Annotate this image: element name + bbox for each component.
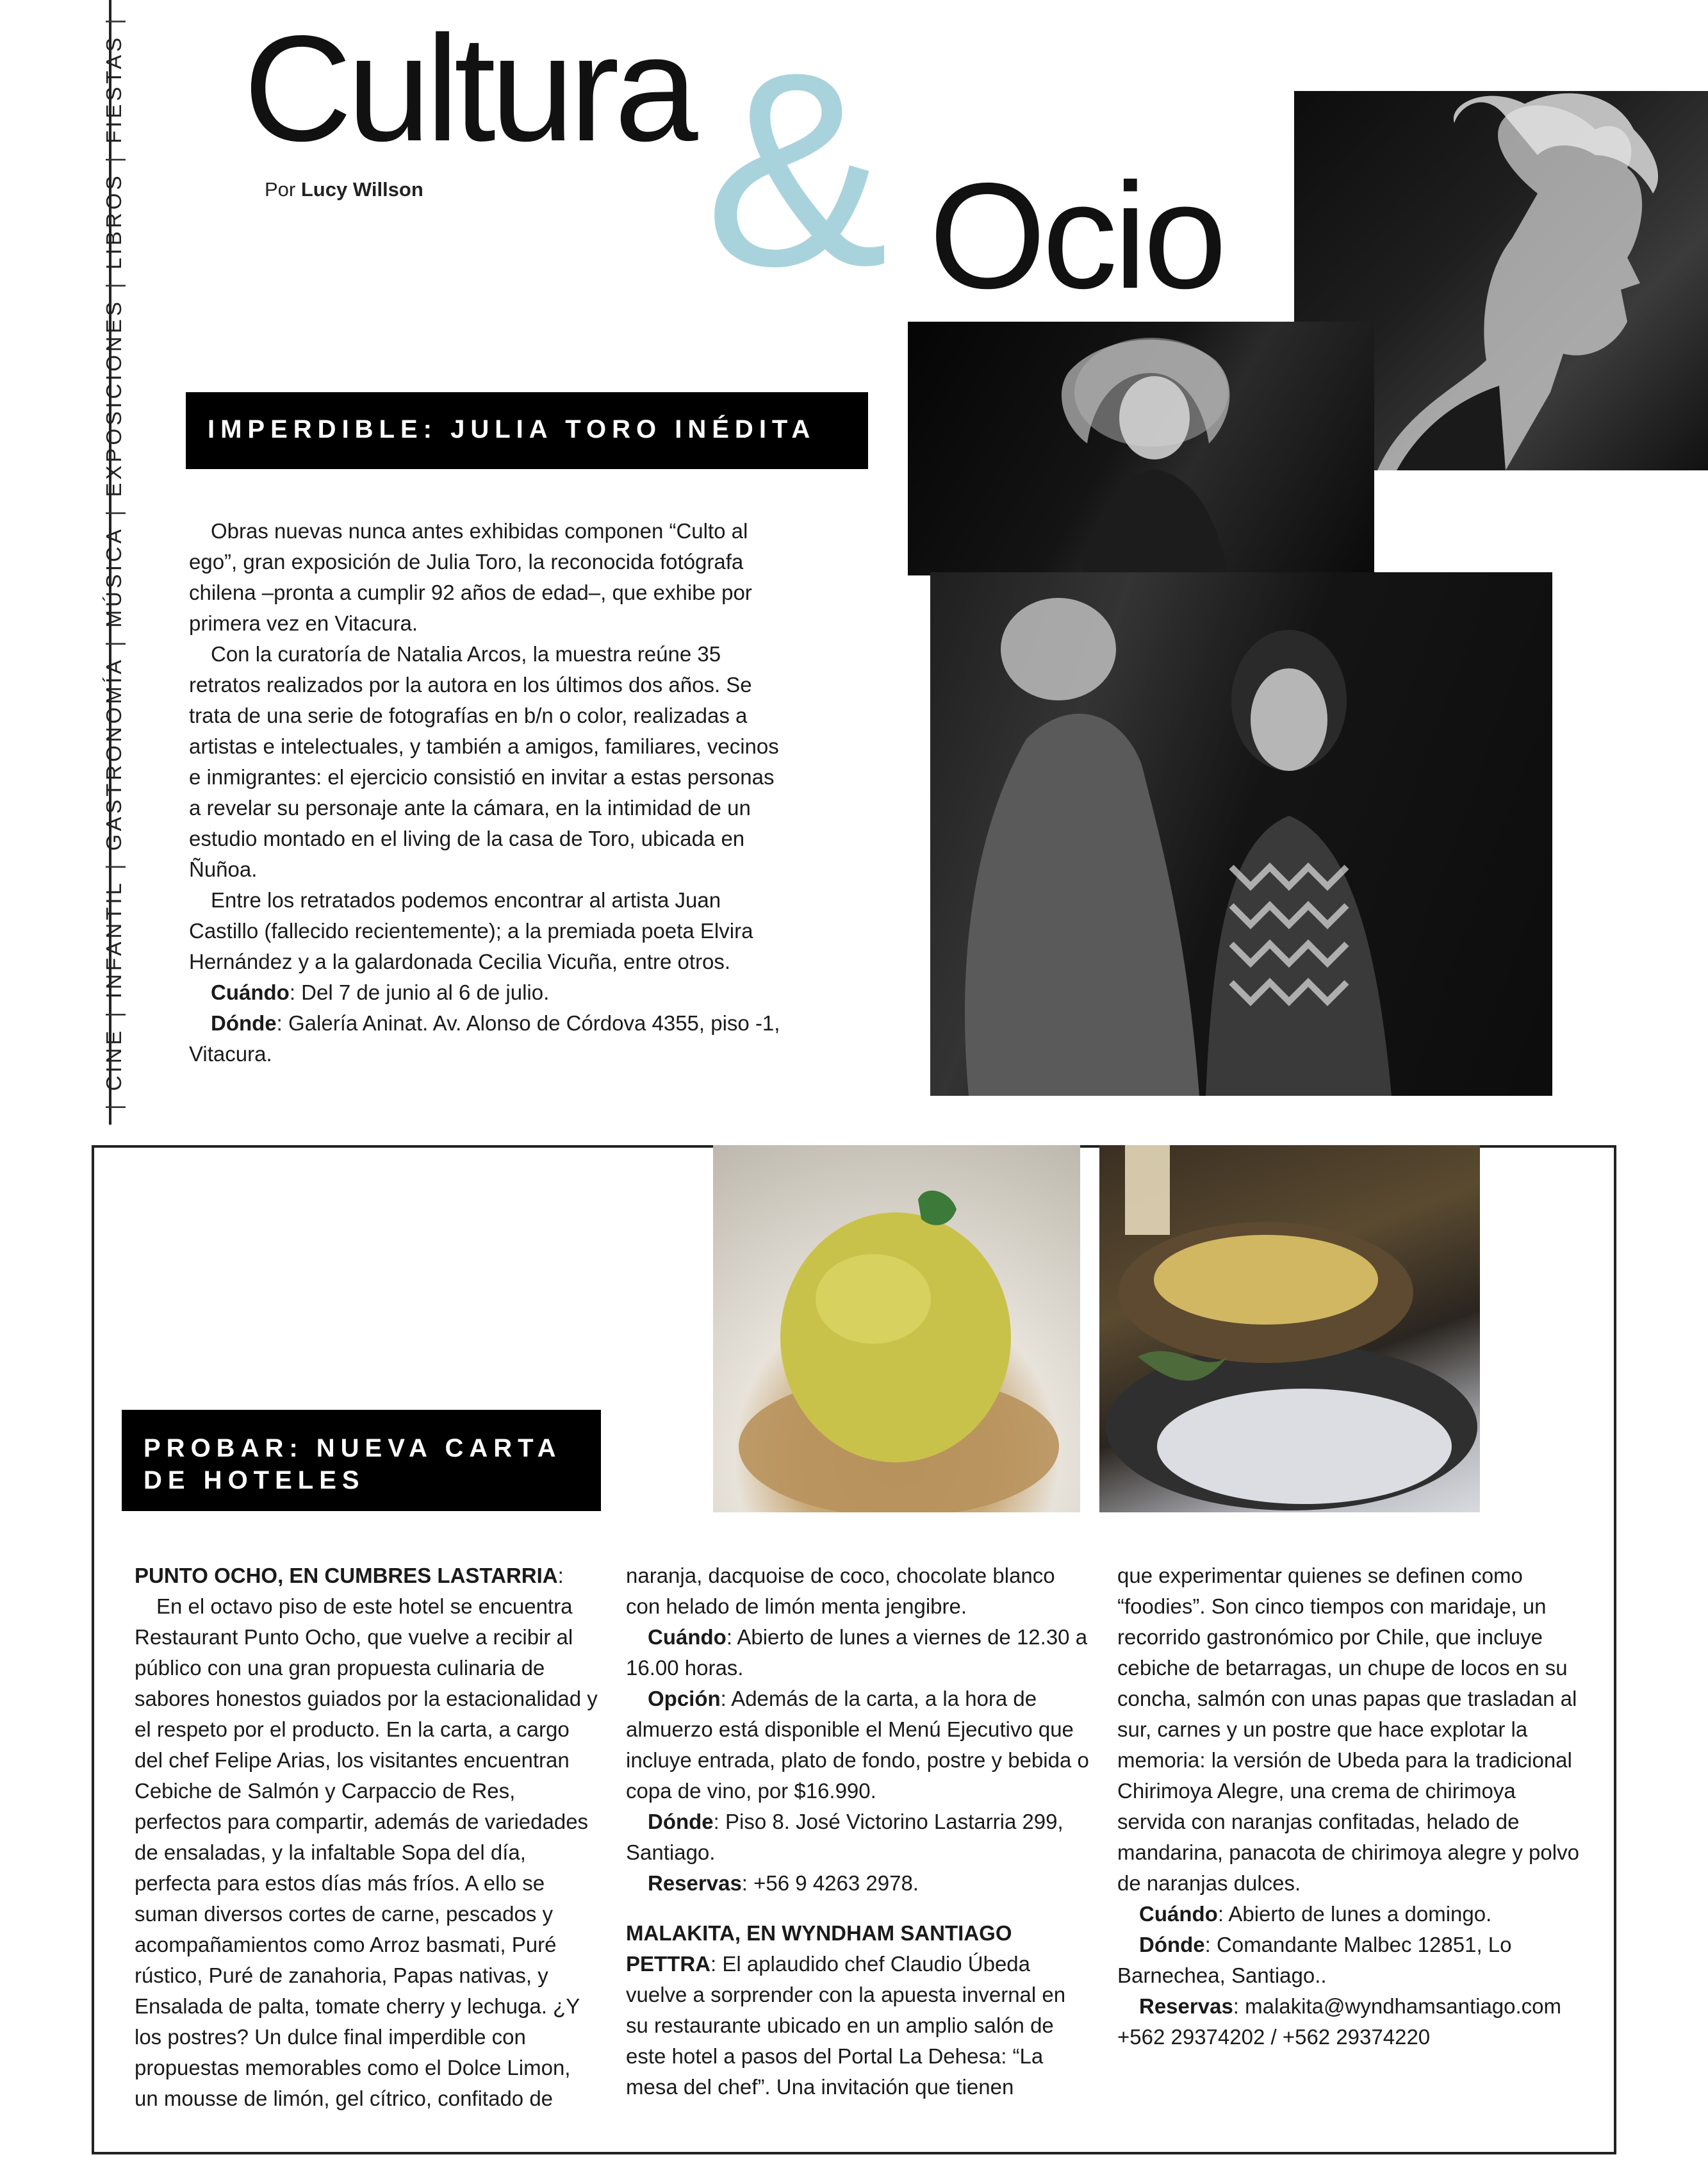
nav-item-infantil: INFANTIL (102, 880, 126, 998)
nav-item-musica: MÚSICA (102, 526, 126, 628)
nav-item-libros: LIBROS (102, 172, 126, 270)
info-where-label: Dónde (648, 1810, 714, 1833)
info-option-value: : Además de la carta, a la hora de almuerzo está disponible el Menú Ejecutivo que incluye entrada, plato de fondo, postre y bebida o copa de vino, por $16.990. (626, 1687, 1089, 1803)
page-title-cultura: Cultura (243, 4, 693, 172)
info-when (1117, 1899, 1582, 1930)
info-reservations (626, 1868, 1090, 1899)
info-when-label: Cuándo (1139, 1902, 1218, 1926)
chupe-locos-illustration (1099, 1145, 1480, 1512)
byline-prefix: Por (265, 178, 296, 201)
info-where-value: : Piso 8. José Victorino Lastarria 299, Santiago. (626, 1810, 1063, 1864)
nav-separator: | (102, 153, 126, 163)
nav-separator: | (102, 1009, 126, 1018)
info-when-label: Cuándo (648, 1625, 727, 1649)
article-column-2 (626, 1560, 1090, 2103)
nav-separator: | (102, 15, 126, 24)
nav-item-exposiciones: EXPOSICIONES (102, 299, 126, 497)
info-reservations-label: Reservas (648, 1871, 742, 1895)
info-when-value: : Abierto de lunes a viernes de 12.30 a 16.00 horas. (626, 1625, 1088, 1680)
venue-description: : El aplaudido chef Claudio Úbeda vuelve a sorprender con la apuesta invernal en su restaurante ubicado en un amplio salón de este hotel a pasos del Portal La Dehesa: “La mesa del chef”. Una invitación que tienen (626, 1952, 1066, 2099)
article-paragraph-continued: naranja, dacquoise de coco, chocolate blanco con helado de limón menta jengibre. (626, 1564, 1055, 1618)
portrait-julia-illustration (908, 322, 1374, 575)
info-when-label: Cuándo (211, 980, 290, 1004)
article-paragraph: Obras nuevas nunca antes exhibidas componen “Culto al ego”, gran exposición de Julia Toro, la reconocida fotógrafa chilena –pronta a cumplir 92 años de edad–, que exhibe por primera vez en Vitacura. (189, 519, 752, 635)
venue-heading-malakita (626, 1918, 1090, 2103)
photo-chupe-de-locos (1099, 1145, 1480, 1512)
info-option (626, 1683, 1090, 1806)
info-option-label: Opción (648, 1687, 721, 1710)
spacer (626, 1899, 1090, 1918)
nav-separator: | (102, 279, 126, 289)
venue-heading-punto-ocho (135, 1560, 599, 1591)
dolce-limon-illustration (713, 1145, 1080, 1512)
info-where-value: : Galería Aninat. Av. Alonso de Córdova 4355, piso -1, Vitacura. (189, 1011, 780, 1066)
venue-title: MALAKITA, EN WYNDHAM SANTIAGO PETTRA (626, 1921, 1012, 1976)
info-where-value: : Comandante Malbec 12851, Lo Barnechea, Santiago.. (1117, 1933, 1512, 1987)
info-when-value: : Abierto de lunes a domingo. (1217, 1902, 1492, 1926)
venue-colon: : (557, 1564, 564, 1587)
nav-separator: | (102, 1101, 126, 1110)
article-paragraph-continued: que experimentar quienes se definen como “foodies”. Son cinco tiempos con maridaje, un recorrido gastronómico por Chile, que incluye cebiche de betarragas, un chupe de locos en su concha, salmón con unas papas que trasladan al sur, carnes y un postre que hace explotar la memoria: la versión de Ubeda para la tradicional Chirimoya Alegre, una crema de chirimoya servida con naranjas confitadas, helado de mandarina, panacota de chirimoya alegre y polvo de naranjas dulces. (1117, 1564, 1579, 1895)
info-when (189, 977, 785, 1008)
venue-title: PUNTO OCHO, EN CUMBRES LASTARRIA (135, 1564, 558, 1587)
info-when-value: : Del 7 de junio al 6 de julio. (289, 980, 550, 1004)
info-reservations-value: : malakita@wyndhamsantiago.com +562 29374202 / +562 29374220 (1117, 1994, 1562, 2049)
article-julia-toro (189, 516, 785, 1070)
article-paragraph: Con la curatoría de Natalia Arcos, la muestra reúne 35 retratos realizados por la autora en los últimos dos años. Se trata de una serie de fotografías en b/n o color, realizadas a artistas e intelectuales, y también a amigos, familiares, vecinos e inmigrantes: el ejercicio consistió en invitar a estas personas a revelar su personaje ante la cámara, en la intimidad de un estudio montado en el living de la casa de Toro, ubicada en Ñuñoa. (189, 642, 779, 881)
section-heading-imperdible: IMPERDIBLE: JULIA TORO INÉDITA (186, 392, 868, 469)
info-reservations-value: : +56 9 4263 2978. (741, 1871, 919, 1895)
info-when (626, 1622, 1090, 1683)
portrait-photo-julia-toro (908, 322, 1374, 575)
info-reservations-label: Reservas (1139, 1994, 1233, 2018)
info-reservations (1117, 1991, 1582, 2053)
nav-separator: | (102, 861, 126, 870)
nav-item-gastronomia: GASTRONOMÍA (102, 657, 126, 851)
byline (265, 178, 423, 201)
info-where (189, 1008, 785, 1070)
nav-separator: | (102, 507, 126, 517)
photo-portrait-session (930, 572, 1552, 1096)
portrait-session-illustration (930, 572, 1552, 1096)
title-ampersand: & (705, 16, 889, 324)
article-paragraph: Entre los retratados podemos encontrar al artista Juan Castillo (fallecido recientemente); a la premiada poeta Elvira Hernández y a la galardonada Cecilia Vicuña, entre otros. (189, 888, 753, 973)
byline-author: Lucy Willson (300, 178, 423, 201)
sidebar-section-nav (95, 15, 133, 1120)
article-paragraph: En el octavo piso de este hotel se encuentra Restaurant Punto Ocho, que vuelve a recibir al público con una gran propuesta culinaria de sabores honestos guiados por la estacionalidad y el respeto por el producto. En la carta, a cargo del chef Felipe Arias, los visitantes encuentran Cebiche de Salmón y Carpaccio de Res, perfectos para compartir, además de variedades de ensaladas, y la infaltable Sopa del día, perfecta para estos días más fríos. A ello se suman diversos cortes de carne, pescados y acompañamientos como Arroz basmati, Puré rústico, Puré de zanahoria, Papas nativas, y Ensalada de palta, tomate cherry y lechuga. ¿Y los postres? Un dulce final imperdible con propuestas memorables como el Dolce Limon, un mousse de limón, gel cítrico, confitado de (135, 1594, 598, 2110)
page-title-ocio: Ocio (929, 151, 1224, 320)
info-where (1117, 1930, 1582, 1991)
info-where-label: Dónde (211, 1011, 277, 1035)
nav-item-cine: CINE (102, 1027, 126, 1091)
info-where (626, 1806, 1090, 1868)
photo-dolce-limon (713, 1145, 1080, 1512)
nav-item-fiestas: FIESTAS (102, 34, 126, 144)
section-heading-line: PROBAR: NUEVA CARTA (144, 1434, 562, 1462)
section-heading-probar (122, 1410, 601, 1511)
nav-separator: | (102, 638, 126, 647)
article-column-3 (1117, 1560, 1582, 2053)
section-heading-line: DE HOTELES (144, 1466, 365, 1494)
article-column-1 (135, 1560, 599, 2114)
info-where-label: Dónde (1139, 1933, 1205, 1956)
